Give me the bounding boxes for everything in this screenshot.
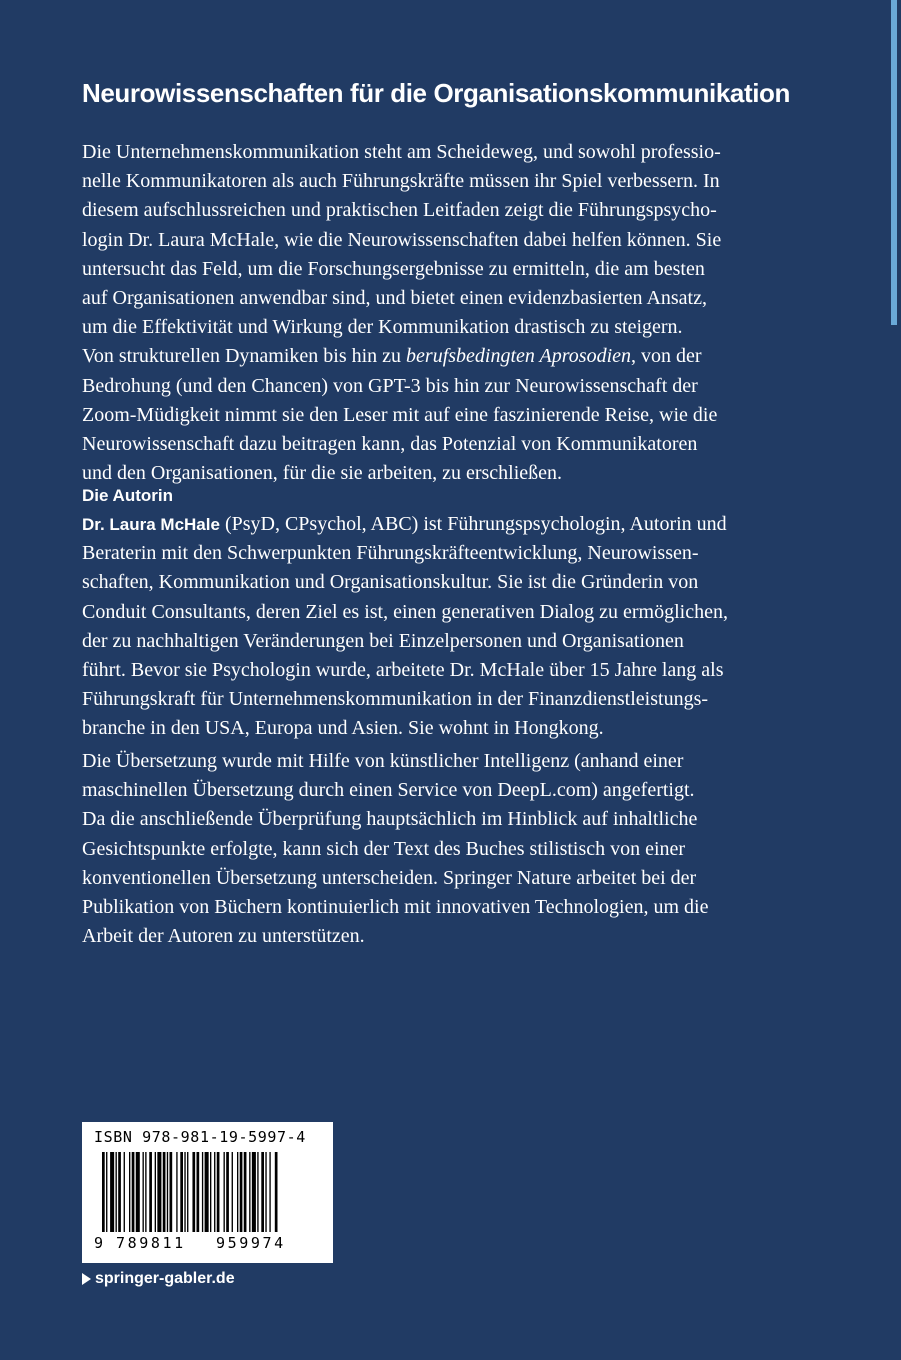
author-line: Beraterin mit den Schwerpunkten Führungskräfteentwicklung, Neurowissen-: [82, 542, 699, 565]
ean-right-digits: 959974: [216, 1234, 286, 1252]
note-line: Da die anschließende Überprüfung hauptsächlich im Hinblick auf inhaltliche: [82, 808, 698, 831]
note-line: Arbeit der Autoren zu unterstützen.: [82, 925, 365, 948]
note-line: Die Übersetzung wurde mit Hilfe von künstlicher Intelligenz (anhand einer: [82, 750, 684, 772]
intro-line: diesem aufschlussreichen und praktischen Leitfaden zeigt die Führungspsycho-: [82, 199, 717, 222]
arrow-right-icon: [82, 1273, 91, 1285]
intro-line: Zoom-Müdigkeit nimmt sie den Leser mit auf eine faszinierende Reise, wie die: [82, 403, 718, 426]
translation-note-paragraph: [82, 747, 774, 951]
intro-line: untersucht das Feld, um die Forschungsergebnisse zu ermitteln, die am besten: [82, 257, 705, 280]
intro-paragraph: [82, 138, 774, 488]
italic-term: berufsbedingten Aprosodien: [406, 345, 632, 368]
intro-line: nelle Kommunikatoren als auch Führungskräfte müssen ihr Spiel verbessern. In: [82, 170, 720, 193]
intro-line: um die Effektivität und Wirkung der Kommunikation drastisch zu steigern.: [82, 316, 683, 339]
author-line: der zu nachhaltigen Veränderungen bei Einzelpersonen und Organisationen: [82, 629, 684, 652]
isbn-label: ISBN 978-981-19-5997-4: [94, 1128, 306, 1146]
author-line: (PsyD, CPsychol, ABC) ist Führungspsychologin, Autorin und: [219, 513, 727, 535]
intro-line-start: Von strukturellen Dynamiken bis hin zu: [82, 345, 407, 368]
note-line: maschinellen Übersetzung durch einen Service von DeepL.com) angefertigt.: [82, 779, 695, 802]
author-line: schaften, Kommunikation und Organisationskultur. Sie ist die Gründerin von: [82, 571, 699, 594]
intro-line: auf Organisationen anwendbar sind, und bietet einen evidenzbasierten Ansatz,: [82, 287, 707, 310]
author-line: Conduit Consultants, deren Ziel es ist, einen generativen Dialog zu ermöglichen,: [82, 600, 728, 623]
intro-line: Neurowissenschaft dazu beitragen kann, das Potenzial von Kommunikatoren: [82, 433, 698, 456]
spine-edge-stripe: [891, 0, 897, 325]
author-line: Führungskraft für Unternehmenskommunikation in der Finanzdienstleistungs-: [82, 688, 709, 711]
ean-left-digits: 789811: [116, 1234, 186, 1252]
book-title: Neurowissenschaften für die Organisationskommunikation: [82, 78, 790, 108]
barcode-box: [82, 1122, 333, 1263]
note-line: Publikation von Büchern kontinuierlich mit innovativen Technologien, um die: [82, 896, 709, 919]
ean-first-digit: 9: [94, 1234, 104, 1252]
author-line: führt. Bevor sie Psychologin wurde, arbeitete Dr. McHale über 15 Jahre lang als: [82, 659, 724, 682]
barcode-icon: [94, 1152, 321, 1236]
intro-line: login Dr. Laura McHale, wie die Neurowissenschaften dabei helfen können. Sie: [82, 228, 722, 251]
publisher-link-text: springer-gabler.de: [95, 1270, 235, 1287]
publisher-link[interactable]: [82, 1268, 235, 1290]
author-paragraph: [82, 510, 774, 744]
intro-line: und den Organisationen, für die sie arbeiten, zu erschließen.: [82, 462, 563, 485]
intro-line-italic: [82, 342, 774, 371]
intro-line: Bedrohung (und den Chancen) von GPT-3 bis hin zur Neurowissenschaft der: [82, 374, 698, 397]
author-line: branche in den USA, Europa und Asien. Sie wohnt in Hongkong.: [82, 717, 604, 740]
note-line: konventionellen Übersetzung unterscheiden. Springer Nature arbeitet bei der: [82, 866, 697, 889]
author-name: Dr. Laura McHale: [82, 515, 220, 534]
author-line-first: [82, 510, 774, 539]
intro-line: Die Unternehmenskommunikation steht am Scheideweg, und sowohl professio-: [82, 141, 721, 163]
intro-line-end: , von der: [631, 345, 702, 368]
note-line: Gesichtspunkte erfolgte, kann sich der Text des Buches stilistisch von einer: [82, 837, 686, 860]
author-heading: Die Autorin: [82, 486, 173, 505]
